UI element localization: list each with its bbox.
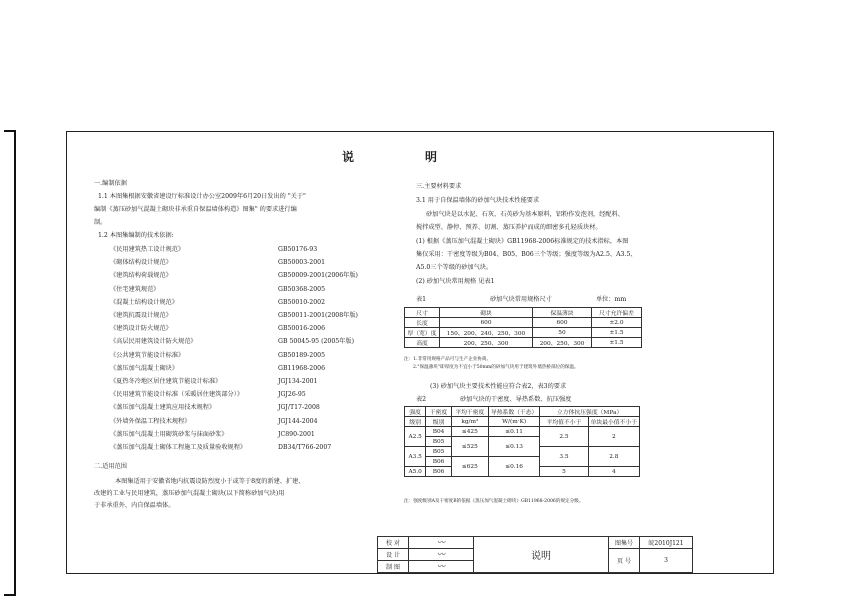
- table-1-note-2: 2."保温薄块"即厚度为不宜小于50mm的砂加气块用于建筑外墙热桥部位的保温。: [413, 365, 579, 370]
- section-2-heading: 二.适用范围: [94, 463, 127, 470]
- table-cell: 5: [540, 467, 588, 477]
- reference-name: 《蒸压加气混凝土用砌筑砂浆与抹面砂浆》: [110, 430, 228, 438]
- table-1-header: [405, 308, 642, 318]
- draw-label: 制 图: [378, 561, 409, 573]
- reference-code: GB50011-2001(2008年版): [278, 312, 358, 319]
- table-cell: A2.5: [405, 427, 426, 447]
- table-cell: B05: [426, 447, 451, 457]
- table-2-header: [405, 407, 640, 417]
- para-3-1: 3.1 用于自保温墙体的砂加气块技术性能要求: [416, 197, 540, 204]
- table-cell: ≤425: [451, 427, 488, 437]
- table-cell: 保温薄块: [533, 308, 592, 318]
- table-cell: 厚（宽）度: [405, 328, 440, 338]
- table-cell: ≤0.11: [488, 427, 539, 437]
- table-2-label: 表2: [416, 396, 427, 403]
- table-cell: 长度: [405, 318, 440, 328]
- table-row: [405, 338, 642, 348]
- table-cell: 尺寸: [405, 308, 440, 318]
- title-char-1: 说: [342, 150, 355, 164]
- reference-name: 《夏热冬冷地区居住建筑节能设计标准》: [110, 378, 222, 385]
- para-3-4: (2) 砂加气块常用规格 见表1: [416, 278, 495, 285]
- reference-name: 《民用建筑节能设计标准（采暖居住建筑部分）》: [110, 391, 244, 399]
- para-3-3c: A5.0三个等级的砂加气块。: [416, 264, 493, 271]
- table-2-title: 砂加气块的干密度、导热系数、抗压强度: [460, 396, 572, 403]
- table-cell: W/(m·K): [488, 417, 539, 427]
- table-cell: 平均值不小于: [540, 417, 588, 427]
- page-number: 3: [640, 549, 693, 573]
- para-2c: 于非承重外、内自保温墙体。: [94, 502, 175, 509]
- table-row: [405, 318, 642, 328]
- para-1-1b: 编制《蒸压砂加气混凝土砌块非承重自保温墙体构造》图集" 的要求进行编: [94, 206, 297, 213]
- table-cell: kg/m³: [451, 417, 488, 427]
- table-cell: 干密度: [426, 407, 451, 417]
- table-cell: A3.5: [405, 447, 426, 467]
- table-1-unit: 单位：mm: [596, 296, 627, 303]
- table-row: [405, 427, 640, 437]
- table-cell: 2.5: [540, 427, 588, 447]
- table-2-note: 注：强度级别A及干密度B的依据《蒸压加气混凝土砌块》GB11968-2006的规定分级。: [404, 499, 584, 504]
- table-cell: 立方体抗压强度（MPa）: [540, 407, 640, 417]
- reference-code: GB50016-2006: [278, 325, 326, 333]
- table-cell: 200、250、300: [533, 338, 592, 348]
- table-cell: 150、200、240、250、300: [440, 328, 533, 338]
- table-row: [405, 328, 642, 338]
- page-edge-bracket: [4, 130, 16, 596]
- para-3-2b: 搅拌成型、静停、预养、切割、蒸压养护而成的细密多孔轻质块材。: [416, 224, 602, 231]
- design-label: 设 计: [378, 549, 409, 561]
- reference-name: 《高层民用建筑设计防火规范》: [110, 338, 197, 346]
- table-cell: 600: [440, 318, 533, 328]
- check-label: 校 对: [378, 537, 409, 549]
- table-cell: 3.5: [540, 447, 588, 467]
- para-3-3b: 集仅采用：干密度等级为B04、B05、B06三个等级；强度等级为A2.5、A3.5、: [416, 251, 637, 258]
- para-1-2: 1.2 本图集编制的技术依据:: [98, 232, 174, 239]
- table-cell: 600: [533, 318, 592, 328]
- reference-name: 《住宅建筑规范》: [110, 285, 160, 293]
- table-2-subheader: [405, 417, 640, 427]
- reference-name: 《民用建筑热工设计规范》: [110, 246, 185, 253]
- page-label: 页 号: [609, 549, 640, 573]
- reference-name: 《砌体结构设计规范》: [110, 259, 172, 267]
- reference-code: GB11968-2006: [278, 364, 326, 372]
- table-cell: ±2.0: [592, 318, 642, 328]
- reference-code: JGJ144-2004: [278, 417, 318, 425]
- table-1-title: 砂加气块常用规格尺寸: [490, 296, 552, 303]
- reference-name: 《建筑抗震设计规范》: [110, 312, 172, 319]
- table-2: [404, 406, 640, 477]
- reference-code: JGJ26-95: [278, 391, 306, 399]
- table-cell: ±1.5: [592, 338, 642, 348]
- table-cell: 级别: [405, 417, 426, 427]
- table-cell: B04: [426, 427, 451, 437]
- reference-code: GB50009-2001(2006年版): [278, 272, 358, 280]
- section-1-heading: 一.编制依据: [94, 180, 127, 187]
- reference-name: 《外墙外保温工程技术规程》: [110, 417, 191, 425]
- table-cell: 200、250、300: [440, 338, 533, 348]
- reference-code: JGJ/T17-2008: [278, 404, 320, 412]
- table-cell: 4: [588, 467, 639, 477]
- reference-name: 《公共建筑节能设计标准》: [110, 351, 185, 359]
- reference-code: GB50010-2002: [278, 298, 326, 306]
- table-1-note-1: 注：1.非常用规格产品可与生产企业协商。: [404, 357, 492, 362]
- reference-code: GB50189-2005: [278, 351, 326, 359]
- para-1-1c: 制。: [94, 219, 107, 226]
- reference-name: 《混凝土结构设计规范》: [110, 298, 179, 306]
- table-cell: 平均干密度: [451, 407, 488, 417]
- table-cell: ±1.5: [592, 328, 642, 338]
- title-char-2: 明: [425, 150, 438, 164]
- table-1: [404, 307, 642, 348]
- table-cell: B05: [426, 437, 451, 447]
- reference-name: 《建筑设计防火规范》: [110, 325, 172, 333]
- reference-code: GB50176-93: [278, 246, 318, 253]
- title-block: [377, 536, 693, 573]
- table-cell: 导热系数（干态）: [488, 407, 539, 417]
- reference-name: 《蒸压加气混凝土砌体工程施工及质量验收规程》: [110, 444, 247, 451]
- reference-name: 《建筑结构荷载规范》: [110, 272, 172, 280]
- table-cell: 强度: [405, 407, 426, 417]
- atlas-number: 皖2010J121: [640, 537, 693, 549]
- table-cell: 级别: [426, 417, 451, 427]
- table-cell: ≤0.16: [488, 457, 539, 477]
- design-signature: 〰: [409, 549, 474, 561]
- para-2b: 改建的工业与民用建筑，蒸压砂加气混凝土砌块(以下简称砂加气块)用: [94, 490, 285, 497]
- table-cell: B06: [426, 467, 451, 477]
- drawing-name: 说明: [474, 537, 609, 573]
- table-cell: A5.0: [405, 467, 426, 477]
- table-1-label: 表1: [416, 296, 427, 303]
- reference-code: GB50368-2005: [278, 285, 326, 293]
- reference-name: 《蒸压加气混凝土建筑应用技术规程》: [110, 404, 216, 412]
- reference-name: 《蒸压加气混凝土砌块》: [110, 364, 179, 372]
- reference-code: DB34/T766-2007: [278, 444, 332, 451]
- para-3-5: (3) 砂加气块主要技术性能应符合表2，表3的要求: [430, 383, 567, 390]
- reference-code: GB50003-2001: [278, 259, 326, 267]
- table-cell: ≤525: [451, 437, 488, 457]
- atlas-label: 图集号: [609, 537, 640, 549]
- para-3-2a: 砂加气块是以水泥、石灰、石英砂为基本原料，铝粉作发泡剂，经配料、: [426, 211, 624, 218]
- reference-code: JC890-2001: [278, 430, 315, 438]
- table-cell: 砌块: [440, 308, 533, 318]
- table-cell: 2.8: [588, 447, 639, 467]
- table-cell: 单块最小值不小于: [588, 417, 639, 427]
- reference-code: GB 50045-95 (2005年版): [278, 338, 355, 346]
- table-cell: 2: [588, 427, 639, 447]
- table-cell: 50: [533, 328, 592, 338]
- table-cell: ≤625: [451, 457, 488, 477]
- table-cell: 高度: [405, 338, 440, 348]
- table-cell: B06: [426, 457, 451, 467]
- para-3-3a: (1) 根据《蒸压加气混凝土砌块》GB11968-2006标准规定的技术指标，本图: [416, 238, 629, 245]
- table-cell: 尺寸允许偏差: [592, 308, 642, 318]
- table-cell: ≤0.13: [488, 437, 539, 457]
- draw-signature: 〰: [409, 561, 474, 573]
- para-2a: 本图集适用于安徽省地内抗震设防烈度小于或等于8度的新建、扩建、: [115, 478, 305, 485]
- check-signature: 〰: [409, 537, 474, 549]
- para-1-1a: 1.1 本图集根据安徽省建设厅标准设计办公室2009年6月20日发出的 "关于": [98, 193, 306, 200]
- section-3-heading: 三.主要材料要求: [416, 183, 462, 190]
- reference-code: JGJ134-2001: [278, 378, 318, 385]
